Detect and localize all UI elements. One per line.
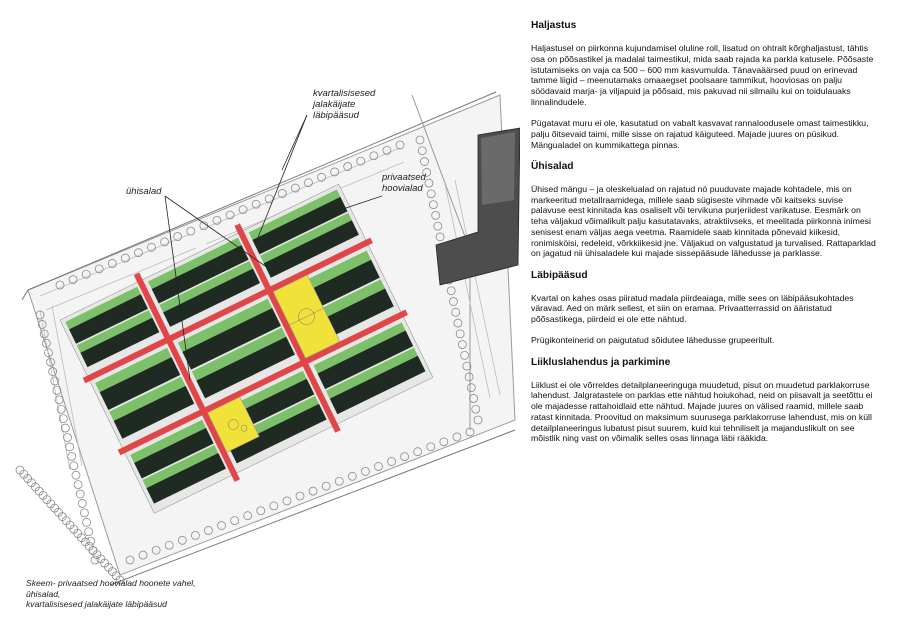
tree [83,518,91,526]
text-column [531,20,876,455]
section-labipaasud [531,270,876,347]
annotation-kvartalisisesed [313,88,375,121]
paragraph: Pügatavat muru ei ole, kasutatud on vabalt kasvavat rannaloodusele omast taimestikku, palju õitsevaid taimi, mille sisse on rajatud käiguteed. Majade juures on püsikud. Mängualadel on kummikattega pinnas. [531,118,869,150]
tree [85,528,93,536]
section-haljastus [531,20,876,150]
annot-line: jalakäijate [313,99,356,110]
annot-line: läbipääsud [313,110,359,121]
section-uhisalad [531,161,876,259]
tree [53,386,61,394]
building-right-roof [481,132,515,205]
caption-line: Skeem- privaatsed hoovialad hoonete vahel, [26,578,196,588]
tree [80,509,88,517]
tree [87,537,95,545]
section-heading: Läbipääsud [531,269,588,281]
tree [78,499,86,507]
plan-caption [26,578,196,610]
annot-line: privaatsed [382,172,426,183]
paragraph: Liiklust ei ole võrreldes detailplaneeringuga muudetud, pisut on muudetud parklakorruse lahendust. Jalgratastele on parklas ette nähtud hoiukohad, neid on piisavalt ja seetõttu ei ole majadesse rattahoidlaid ette nähtud. Majade juures on välised raamid, millele saab ratast kinnitada. Proovitud on maksimum suurusega parklakorruse lahendust, mis on küll detailplaneeringus lubatust pisut suurem, kuid kui tehniliselt ja majanduslikult on see mõistlik ning vast on võimalik selles osas linnaga läbi rääkida. [531,379,873,444]
tree [64,434,72,442]
caption-line: kvartalisisesed jalakäijate läbipääsud [26,599,167,609]
section-heading: Liikluslahendus ja parkimine [531,356,671,368]
section-liiklus [531,357,876,445]
annot-line: hoovialad [382,183,423,194]
tree [70,462,78,470]
annot-line: ühisalad [126,186,162,197]
annot-line: kvartalisisesed [313,88,376,99]
paragraph: Prügikonteinerid on paigutatud sõidutee lähedusse grupeeritult. [531,335,775,346]
tree [68,452,76,460]
tree [91,556,99,564]
paragraph: Haljastusel on piirkonna kujundamisel oluline roll, lisatud on ohtralt kõrghaljastust, tähtis osa on põõsastikel ja madalal taimestikul, mida saab rajada ka parkla katusele. Põõsaste istutamiseks on vaja ca 500 – 600 mm kasvumulda. Tänavaäärsed puud on erinevad tamme liigid – meenutamaks omaaegset poolsaare tammikut, hooviosas on palju söödavaid marja- ja viljapuid ja põõsaid, mis pakuvad nii silmailu kui on toidulauaks linnalindudele. [531,43,874,107]
paragraph: Kvartal on kahes osas piiratud madala piirdeaiaga, mille sees on läbipääsukohtades väravad. Aed on märk sellest, et siin on eramaa. Privaatterrassid on ääristatud põõsastikega, piirdeid ei ole ette nähtud. [531,292,854,324]
annotation-uhisalad [126,186,161,197]
tree [72,471,80,479]
tree [76,490,84,498]
paragraph: Ühised mängu – ja oleskelualad on rajatud nö puuduvate majade kohtadele, mis on markeeritud metallraamidega, millele saab sügiseste vihmade või kaitseks suvise palavuse eest kinnitada kas osaliselt või tervikuna purjeriidest varikatuse. Eesmärk on teha väljakud võimalikult palju kasutatavaks, atraktiivseks, et meelitada piirkonna inimesi senisest enam väljas aega veetma. Raamidele saab kinnitada põnevaid kiikesid, ronimisköisi, redeleid, võrkkiikesid jne. Väljakud on valgustatud ja turvalised. Rattaparklad on jagatud nii ühisaladele kui majade sissepääsude lähedusse ja parklasse. [531,183,876,259]
annotation-privaatsed [382,172,426,194]
tree [61,424,69,432]
tree [74,481,82,489]
tree [55,396,63,404]
caption-line: ühisalad, [26,588,61,599]
tree [66,443,74,451]
section-heading: Ühisalad [531,160,574,172]
section-heading: Haljastus [531,20,577,31]
